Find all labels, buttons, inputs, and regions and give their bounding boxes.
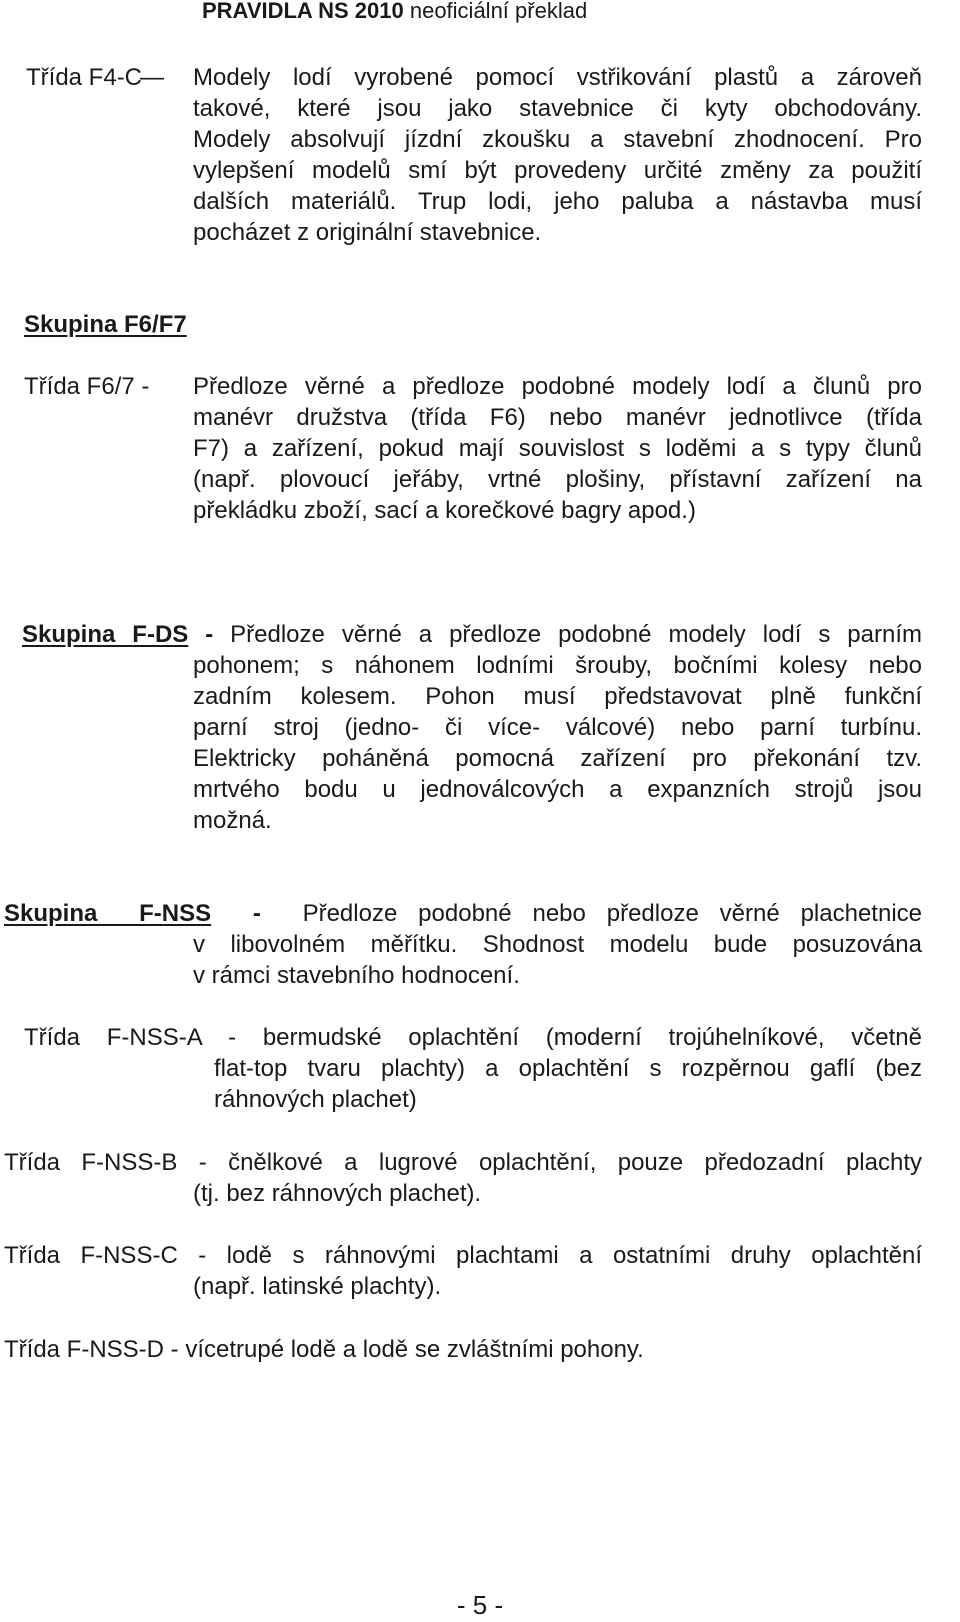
text-line: takové, které jsou jako stavebnice či kyty obchodovány. bbox=[193, 95, 922, 122]
f4c-dash: — bbox=[140, 64, 164, 91]
text-line: ráhnových plachet) bbox=[214, 1086, 417, 1113]
text-line: Třída F-NSS-D - vícetrupé lodě a lodě se zvláštními pohony. bbox=[4, 1336, 644, 1363]
text-line: manévr družstva (třída F6) nebo manévr jednotlivce (třída bbox=[193, 404, 922, 431]
text-line: parní stroj (jedno- či více- válcové) nebo parní turbínu. bbox=[193, 714, 922, 741]
text-line: Třída F-NSS-A - bermudské oplachtění (moderní trojúhelníkové, včetně bbox=[24, 1024, 922, 1051]
text-line: flat-top tvaru plachty) a oplachtění s rozpěrnou gaflí (bez bbox=[214, 1055, 922, 1082]
fnss-first-line bbox=[4, 898, 922, 929]
f4c-label: Třída F4-C bbox=[26, 64, 143, 91]
text-line: Modely absolvují jízdní zkoušku a stavební zhodnocení. Pro bbox=[193, 126, 922, 153]
text-line: Třída F-NSS-B - čnělkové a lugrové oplachtění, pouze předozadní plachty bbox=[4, 1149, 922, 1176]
header-title: PRAVIDLA NS 2010 bbox=[202, 0, 404, 23]
text-line: v rámci stavebního hodnocení. bbox=[193, 962, 520, 989]
fnss-c-first-line bbox=[4, 1240, 922, 1271]
page-number: - 5 - bbox=[456, 1590, 504, 1620]
text-line: možná. bbox=[193, 807, 272, 834]
section-heading-f6f7: Skupina F6/F7 bbox=[24, 311, 187, 338]
text-line: (např. latinské plachty). bbox=[193, 1273, 442, 1300]
text-line: v libovolném měřítku. Shodnost modelu bude posuzována bbox=[193, 931, 922, 958]
f6f7-description bbox=[193, 371, 922, 526]
text-line: vylepšení modelů smí být provedeny určité změny za použití bbox=[193, 157, 922, 184]
f4c-description bbox=[193, 62, 922, 248]
text-line: překládku zboží, sací a korečkové bagry apod.) bbox=[193, 497, 696, 524]
text-line: (např. plovoucí jeřáby, vrtné plošiny, přístavní zařízení na bbox=[193, 466, 922, 493]
text-line: F7) a zařízení, pokud mají souvislost s loděmi a s typy člunů bbox=[193, 435, 922, 462]
fds-separator: - bbox=[188, 621, 231, 648]
fnss-b-first-line bbox=[4, 1147, 922, 1178]
f6f7-label: Třída F6/7 - bbox=[24, 373, 150, 400]
fnss-separator: - bbox=[211, 900, 303, 927]
text-line: pocházet z originální stavebnice. bbox=[193, 219, 542, 246]
fds-first-line bbox=[22, 619, 922, 650]
text-line: (tj. bez ráhnových plachet). bbox=[193, 1180, 482, 1207]
text-line: Předloze podobné nebo předloze věrné plachetnice bbox=[302, 900, 922, 927]
text-line: Předloze věrné a předloze podobné modely lodí a člunů pro bbox=[193, 373, 922, 400]
section-heading-fds: Skupina F-DS bbox=[22, 621, 189, 648]
text-line: Předloze věrné a předloze podobné modely lodí s parním bbox=[230, 621, 923, 648]
fds-description bbox=[193, 650, 922, 836]
text-line: Třída F-NSS-C - lodě s ráhnovými plachtami a ostatními druhy oplachtění bbox=[4, 1242, 922, 1269]
fnss-a-first-line bbox=[24, 1022, 922, 1053]
text-line: mrtvého bodu u jednoválcových a expanzních strojů jsou bbox=[193, 776, 922, 803]
text-line: dalších materiálů. Trup lodi, jeho paluba a nástavba musí bbox=[193, 188, 922, 215]
section-heading-fnss: Skupina F-NSS bbox=[4, 900, 212, 927]
fnss-description bbox=[193, 929, 922, 991]
text-line: zadním kolesem. Pohon musí představovat plně funkční bbox=[193, 683, 922, 710]
header-subtitle: neoficiální překlad bbox=[403, 0, 588, 23]
fnss-a-description bbox=[214, 1053, 922, 1115]
text-line: Modely lodí vyrobené pomocí vstřikování plastů a zároveň bbox=[193, 64, 922, 91]
text-line: pohonem; s náhonem lodními šrouby, bočními kolesy nebo bbox=[193, 652, 922, 679]
page-header bbox=[202, 0, 587, 24]
text-line: Elektricky poháněná pomocná zařízení pro překonání tzv. bbox=[193, 745, 922, 772]
